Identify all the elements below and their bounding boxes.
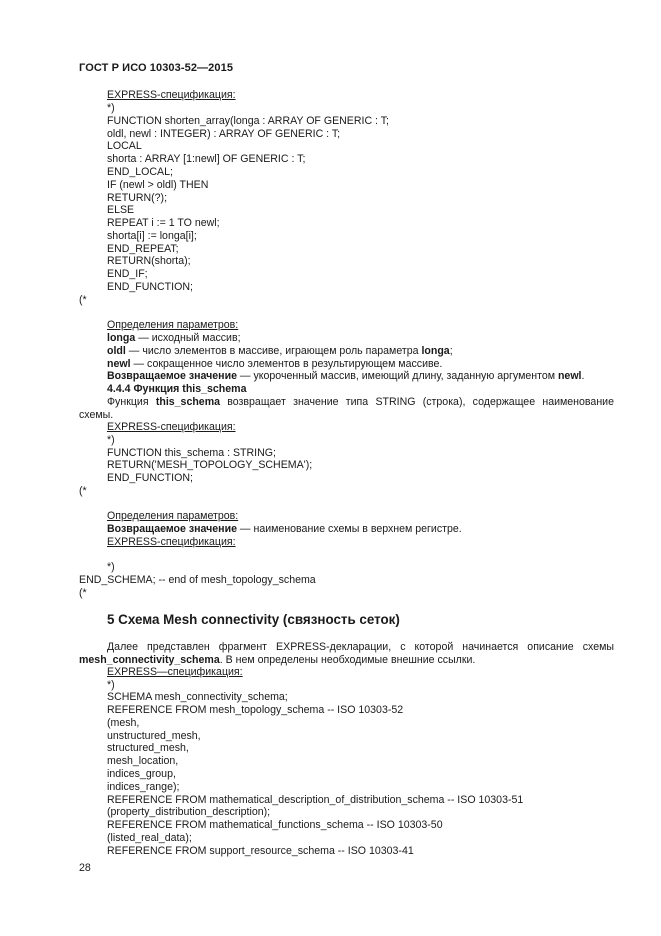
code-line: END_SCHEMA; -- end of mesh_topology_schema — [79, 574, 316, 586]
express-spec-label: EXPRESS-спецификация: — [107, 536, 236, 548]
code-line: IF (newl > oldl) THEN — [107, 179, 209, 191]
code-line: REFERENCE FROM support_resource_schema -- ISO 10303-41 — [107, 845, 414, 857]
param-term: newl — [107, 358, 131, 370]
comment-open: (* — [79, 587, 87, 599]
code-line: REFERENCE FROM mathematical_functions_schema -- ISO 10303-50 — [107, 819, 443, 831]
code-line: oldl, newl : INTEGER) : ARRAY OF GENERIC : T; — [107, 128, 341, 140]
param-term-ref: newl — [557, 370, 582, 382]
code-line: shorta : ARRAY [1:newl] OF GENERIC : T; — [107, 153, 306, 165]
code-line: SCHEMA mesh_connectivity_schema; — [107, 691, 288, 703]
code-line: RETURN(?); — [107, 192, 168, 204]
code-line: (listed_real_data); — [107, 832, 192, 844]
code-line: END_LOCAL; — [107, 166, 173, 178]
code-line: END_FUNCTION; — [107, 472, 193, 484]
para-bold: this_schema — [155, 396, 221, 408]
para-text: возвращает значение типа STRING (строка), содержащее наименование схемы. — [79, 396, 614, 421]
param-text: — наименование схемы в верхнем регистре. — [236, 523, 462, 535]
page-number: 28 — [79, 862, 91, 874]
param-text: — исходный массив; — [135, 332, 241, 344]
code-line: shorta[i] := longa[i]; — [107, 230, 197, 242]
param-term-ref: longa — [421, 345, 450, 357]
code-line: LOCAL — [107, 140, 142, 152]
subsection-title: 4.4.4 Функция this_schema — [107, 383, 247, 395]
comment-open: (* — [79, 485, 87, 497]
code-line: REFERENCE FROM mathematical_description_of_distribution_schema -- ISO 10303-51 — [107, 794, 524, 806]
paragraph — [79, 641, 614, 667]
code-line: indices_group, — [107, 768, 176, 780]
express-spec-label: EXPRESS-спецификация: — [107, 89, 236, 101]
param-term: Возвращаемое значение — [107, 523, 237, 535]
param-term: Возвращаемое значение — [107, 370, 237, 382]
code-line: REFERENCE FROM mesh_topology_schema -- ISO 10303-52 — [107, 704, 404, 716]
code-line: END_IF; — [107, 268, 148, 280]
code-line: structured_mesh, — [107, 742, 189, 754]
code-line: *) — [107, 679, 115, 691]
express-spec-label: EXPRESS-спецификация: — [107, 421, 236, 433]
express-spec-label: EXPRESS—спецификация: — [107, 666, 243, 678]
param-text: — число элементов в массиве, играющем роль параметра — [125, 345, 422, 357]
param-term: oldl — [107, 345, 126, 357]
code-line: END_REPEAT; — [107, 243, 179, 255]
params-title: Определения параметров: — [107, 510, 239, 522]
comment-open: (* — [79, 294, 87, 306]
param-text: — укороченный массив, имеющий длину, заданную аргументом — [236, 370, 558, 382]
code-line: unstructured_mesh, — [107, 730, 201, 742]
section-title: 5 Схема Mesh connectivity (связность сеток) — [107, 612, 400, 627]
code-line: END_FUNCTION; — [107, 281, 193, 293]
param-item — [107, 523, 462, 536]
param-term: longa — [107, 332, 136, 344]
param-item — [107, 370, 584, 383]
params-title: Определения параметров: — [107, 319, 239, 331]
param-tail: . — [581, 370, 585, 382]
code-line: FUNCTION shorten_array(longa : ARRAY OF GENERIC : T; — [107, 115, 389, 127]
code-line: ELSE — [107, 204, 135, 216]
param-item — [107, 332, 241, 345]
paragraph — [79, 396, 614, 422]
code-line: RETURN(shorta); — [107, 255, 191, 267]
para-text: Функция — [107, 396, 156, 408]
code-line: RETURN('MESH_TOPOLOGY_SCHEMA'); — [107, 459, 313, 471]
para-bold: mesh_connectivity_schema — [79, 654, 220, 666]
param-tail: ; — [449, 345, 453, 357]
code-line: *) — [107, 561, 115, 573]
param-text: — сокращенное число элементов в результирующем массиве. — [130, 358, 443, 370]
code-line: indices_range); — [107, 781, 180, 793]
document-header: ГОСТ Р ИСО 10303-52—2015 — [79, 62, 234, 74]
para-text: Далее представлен фрагмент EXPRESS-декларации, с которой начинается описание схемы — [107, 641, 614, 653]
code-line: (mesh, — [107, 717, 140, 729]
code-line: REPEAT i := 1 TO newl; — [107, 217, 220, 229]
code-line: FUNCTION this_schema : STRING; — [107, 447, 276, 459]
code-line: mesh_location, — [107, 755, 179, 767]
code-line: *) — [107, 434, 115, 446]
code-line: *) — [107, 102, 115, 114]
code-line: (property_distribution_description); — [107, 806, 271, 818]
para-text: . В нем определены необходимые внешние ссылки. — [219, 654, 476, 666]
param-item — [107, 345, 453, 358]
